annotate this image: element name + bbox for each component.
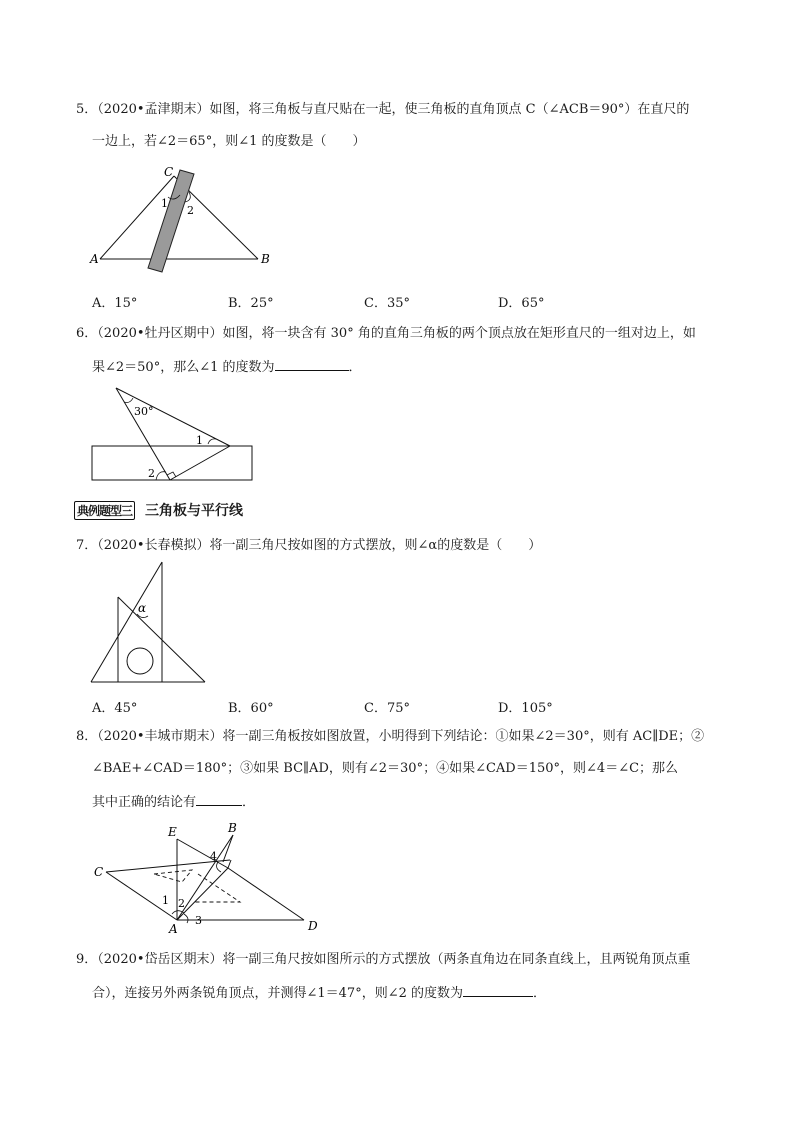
q8-figure — [88, 822, 324, 936]
q8-text-line3-start: 其中正确的结论有 — [92, 795, 197, 810]
q5-option-c[interactable]: C．35° — [364, 296, 410, 311]
q7-text-line1: 7．（2020•长春模拟）将一副三角尺按如图的方式摆放，则∠α的度数是（ ） — [76, 538, 542, 553]
q6-label-2: 2 — [148, 467, 155, 480]
q8-text-line2: ∠BAE+∠CAD＝180°；③如果 BC∥AD，则有∠2＝30°；④如果∠CAD＝150°，则∠4＝∠C；那么 — [92, 761, 679, 776]
q7-circle — [127, 648, 153, 674]
q7-option-a[interactable]: A．45° — [92, 701, 138, 716]
q5-label-2: 2 — [187, 204, 194, 217]
q8-label-2: 2 — [178, 897, 185, 910]
q5-label-a: A — [90, 252, 99, 266]
q5-label-c: C — [164, 165, 174, 179]
q9-text-line2-end: ． — [533, 986, 547, 1001]
q8-answer-blank[interactable] — [196, 792, 242, 806]
section-title: 三角板与平行线 — [145, 503, 244, 519]
q8-text-line3-end: ． — [242, 795, 256, 810]
q6-text-line1: 6．（2020•牡丹区期中）如图，将一块含有 30° 角的直角三角板的两个顶点放在矩形直尺的一组对边上，如 — [76, 326, 696, 341]
q8-label-d: D — [308, 919, 318, 933]
q6-text-line2-end: ． — [348, 360, 362, 375]
q6-ruler — [92, 446, 252, 480]
q8-text-line1: 8．（2020•丰城市期末）将一副三角板按如图放置，小明得到下列结论：①如果∠2＝30°，则有 AC∥DE；② — [76, 729, 705, 744]
q8-text-line3 — [92, 792, 255, 812]
q5-option-d[interactable]: D．65° — [498, 296, 545, 311]
section-heading — [74, 500, 243, 520]
q8-label-1: 1 — [162, 894, 169, 907]
q5-text-line2: 一边上，若∠2＝65°，则∠1 的度数是（ ） — [92, 134, 366, 149]
q9-answer-blank[interactable] — [463, 983, 533, 997]
q5-text-line1: 5．（2020•孟津期末）如图，将三角板与直尺贴在一起，使三角板的直角顶点 C（∠ACB＝90°）在直尺的 — [76, 102, 690, 117]
q8-label-b: B — [228, 822, 237, 835]
q7-option-c[interactable]: C．75° — [364, 701, 410, 716]
q6-text-line2 — [92, 357, 362, 377]
q9-text-line1: 9．（2020•岱岳区期末）将一副三角尺按如图所示的方式摆放（两条直角边在同条直线上，且两锐角顶点重 — [76, 952, 691, 967]
q5-label-b: B — [261, 252, 270, 266]
q8-label-a: A — [169, 922, 178, 936]
q8-label-3: 3 — [195, 914, 202, 927]
q6-figure — [90, 384, 256, 484]
q5-label-1: 1 — [161, 197, 168, 210]
q5-option-a[interactable]: A．15° — [92, 296, 138, 311]
q5-option-b[interactable]: B．25° — [228, 296, 274, 311]
q7-label-alpha: α — [138, 601, 147, 615]
q6-text-line2-start: 果∠2＝50°，那么∠1 的度数为 — [92, 360, 275, 375]
q9-text-line2 — [92, 983, 546, 1003]
q7-figure — [88, 560, 210, 686]
section-tag: 典例题型三 — [74, 501, 135, 520]
q9-text-line2-start: 合），连接另外两条锐角顶点，并测得∠1＝47°，则∠2 的度数为 — [92, 986, 464, 1001]
q8-label-4: 4 — [210, 850, 217, 863]
q8-label-c: C — [94, 865, 104, 879]
q7-option-b[interactable]: B．60° — [228, 701, 274, 716]
q6-label-30deg: 30° — [134, 405, 154, 418]
q7-option-d[interactable]: D．105° — [498, 701, 553, 716]
q5-ruler — [148, 170, 194, 272]
q5-figure — [86, 162, 276, 276]
q8-label-e: E — [168, 825, 177, 839]
q6-label-1: 1 — [196, 434, 203, 447]
q6-answer-blank[interactable] — [275, 357, 349, 371]
